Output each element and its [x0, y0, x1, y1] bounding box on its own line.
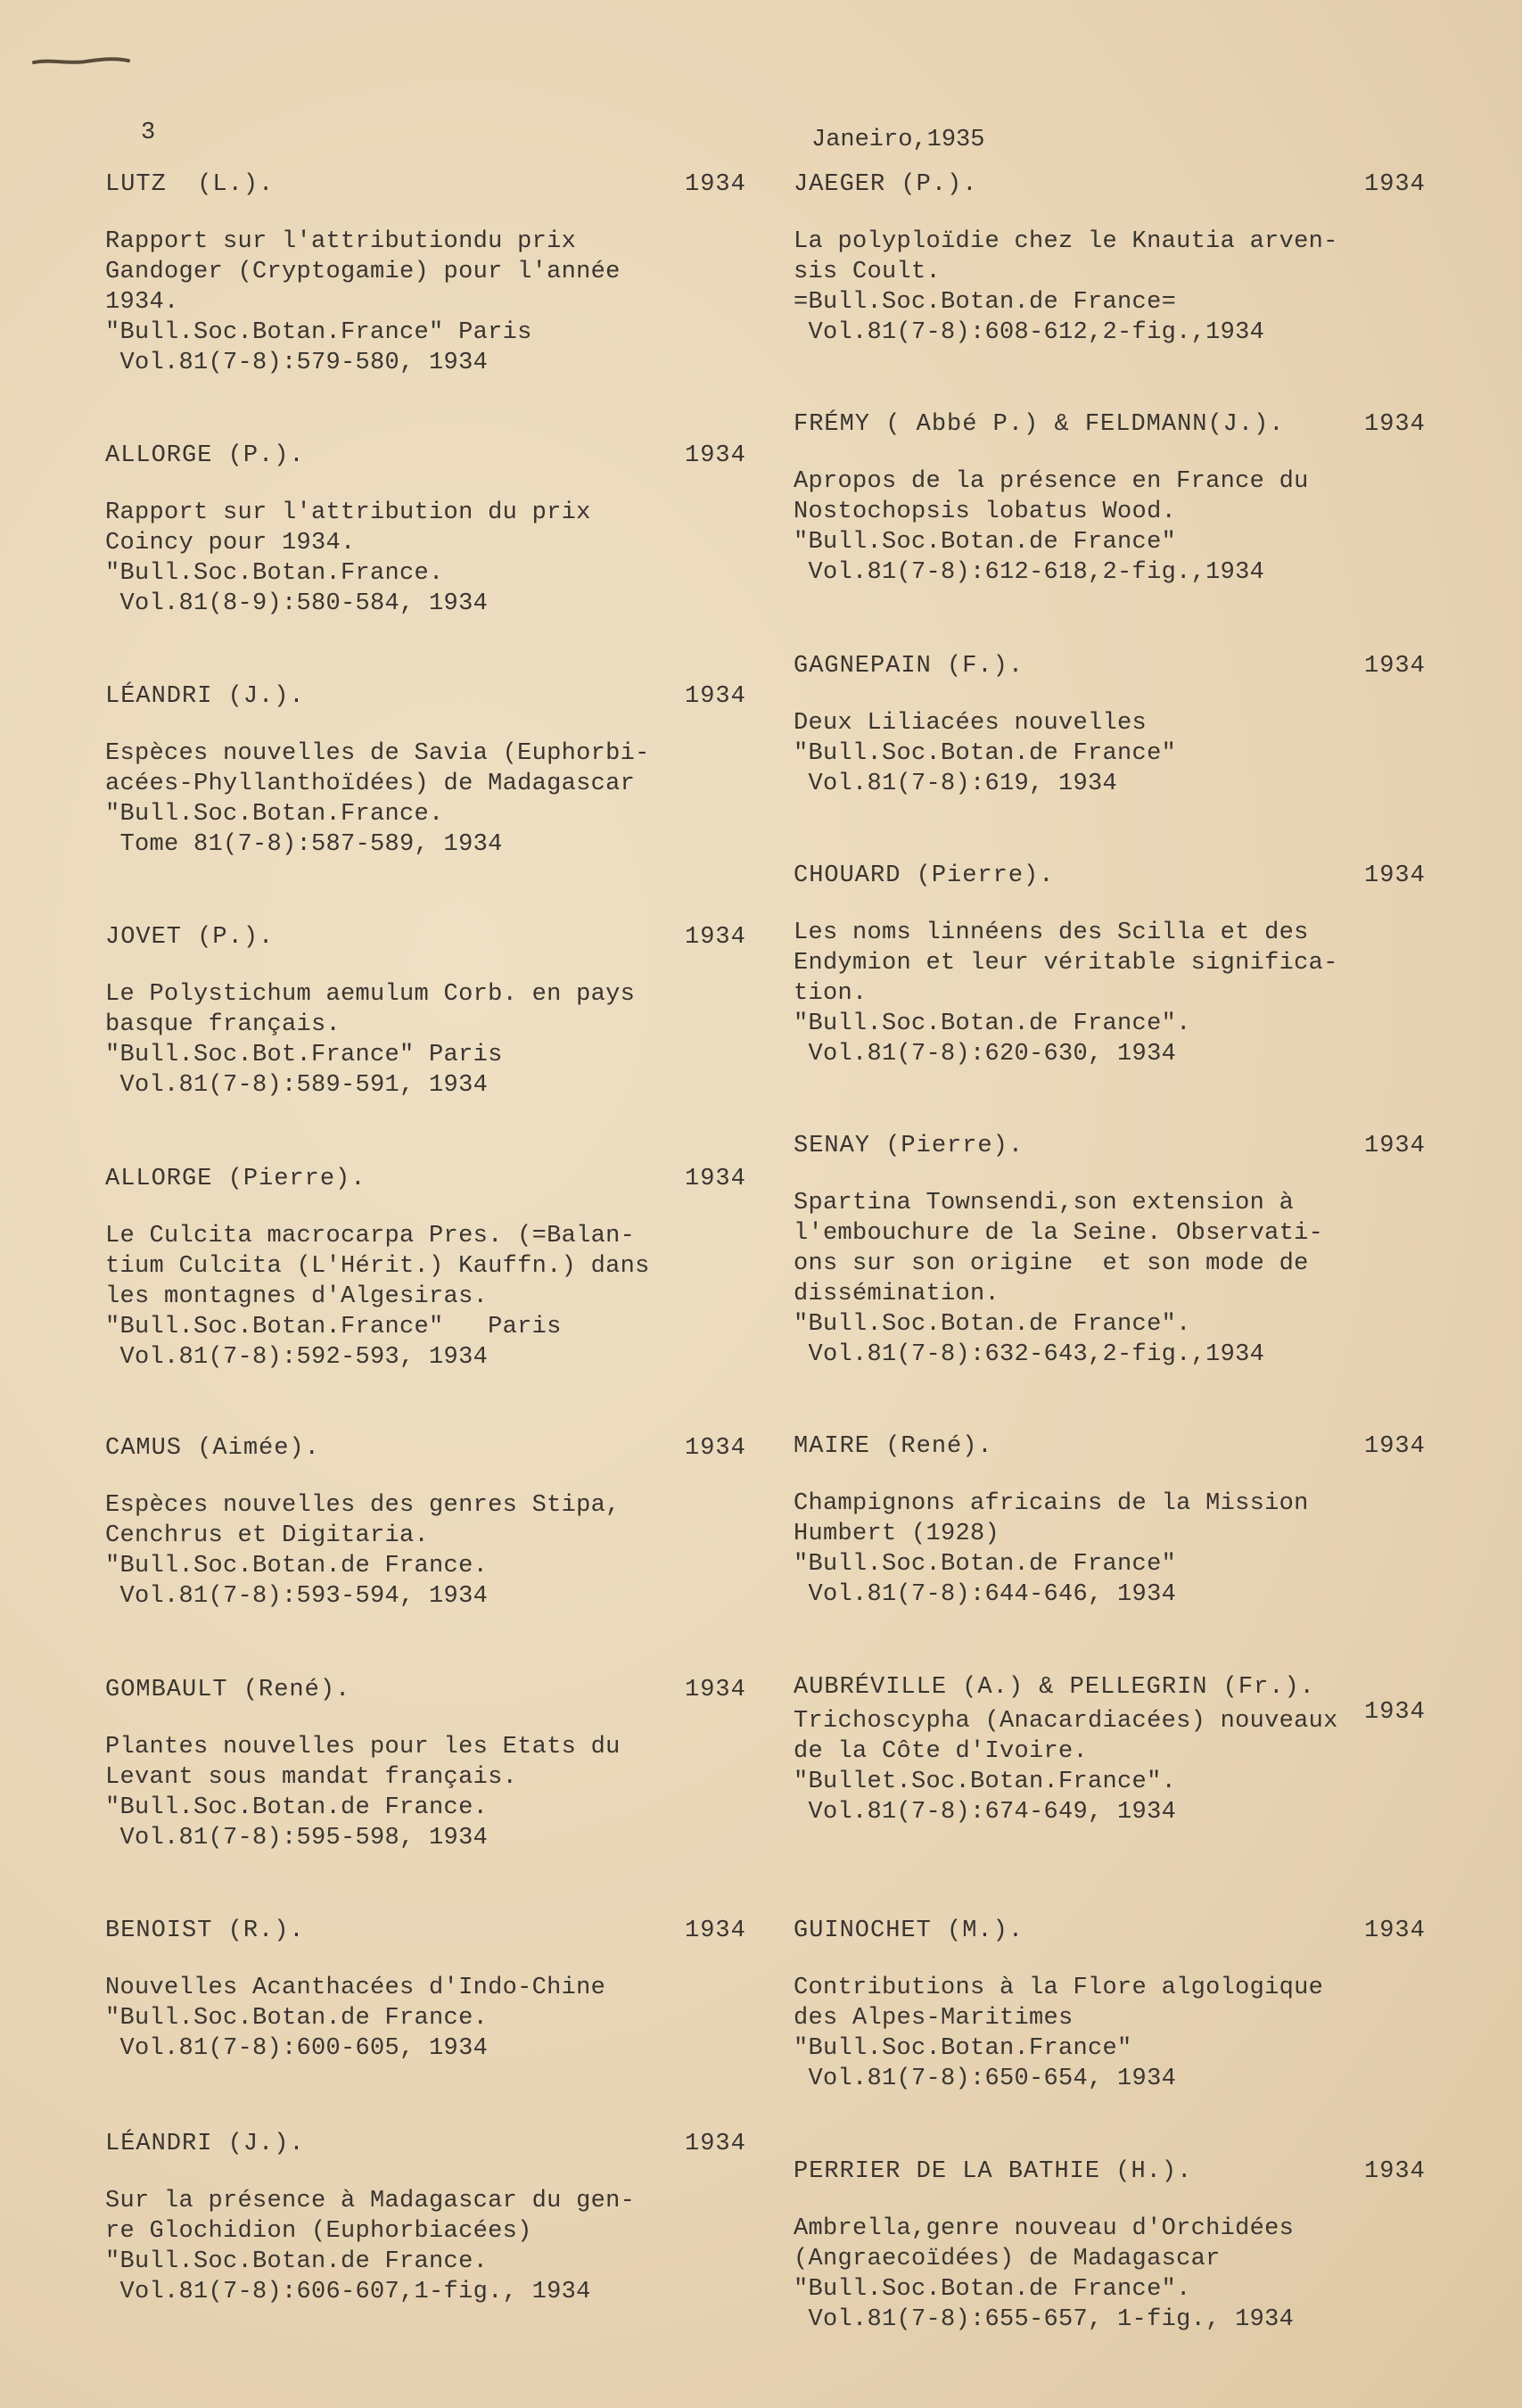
- entry-line: La polyploïdie chez le Knautia arven-: [794, 228, 1338, 255]
- entry-line: des Alpes-Maritimes: [794, 2005, 1074, 2032]
- entry-line: Contributions à la Flore algologique: [794, 1975, 1324, 2001]
- entry-body: [794, 227, 1489, 348]
- entry-line: l'embouchure de la Seine. Observati-: [794, 1220, 1324, 1247]
- entry-header: [105, 1433, 783, 1464]
- entry-line: Champignons africains de la Mission: [794, 1490, 1309, 1517]
- entry-line: basque français.: [105, 1011, 341, 1038]
- entry-line: Humbert (1928): [794, 1521, 1000, 1547]
- entry-body: [105, 2186, 783, 2307]
- entry-body: [794, 918, 1489, 1069]
- bibliography-entry: [105, 1433, 783, 1612]
- entry-year: 1934: [1364, 862, 1426, 889]
- entry-line: Endymion et leur véritable significa-: [794, 950, 1338, 977]
- entry-line: Coincy pour 1934.: [105, 530, 356, 557]
- entry-line: Vol.81(7-8):579-580, 1934: [105, 350, 489, 376]
- entry-line: "Bull.Soc.Botan.France" Paris: [105, 1314, 562, 1340]
- entry-line: Vol.81(7-8):655-657, 1-fig., 1934: [794, 2306, 1295, 2333]
- bibliography-entry: [794, 169, 1489, 348]
- bibliography-entry: [105, 681, 783, 860]
- page-number: 3: [141, 120, 156, 146]
- entry-line: (Angraecoïdées) de Madagascar: [794, 2246, 1221, 2272]
- entry-line: Le Polystichum aemulum Corb. en pays: [105, 981, 636, 1008]
- entry-line: Les noms linnéens des Scilla et des: [794, 919, 1309, 946]
- entry-line: Vol.81(7-8):632-643,2-fig.,1934: [794, 1341, 1265, 1368]
- bibliography-entry: [794, 1131, 1489, 1370]
- entry-line: Nouvelles Acanthacées d'Indo-Chine: [105, 1975, 606, 2001]
- entry-line: re Glochidion (Euphorbiacées): [105, 2218, 532, 2245]
- entry-header: [794, 651, 1489, 681]
- entry-line: Rapport sur l'attribution du prix: [105, 499, 591, 526]
- entry-year: 1934: [685, 2131, 746, 2157]
- entry-line: Spartina Townsendi,son extension à: [794, 1190, 1295, 1216]
- entry-line: Gandoger (Cryptogamie) pour l'année: [105, 259, 621, 285]
- entry-year: 1934: [685, 924, 746, 951]
- entry-line: "Bull.Soc.Botan.de France.: [105, 2248, 489, 2275]
- bibliography-entry: [794, 2156, 1489, 2335]
- entry-line: "Bull.Soc.Botan.de France".: [794, 1010, 1191, 1037]
- entry-line: Vol.81(7-8):674-649, 1934: [794, 1799, 1177, 1826]
- entry-line: Espèces nouvelles des genres Stipa,: [105, 1492, 621, 1519]
- bibliography-entry: [794, 1672, 1489, 1827]
- entry-year: 1934: [1364, 2158, 1426, 2185]
- entry-line: =Bull.Soc.Botan.de France=: [794, 289, 1177, 316]
- entry-header: [794, 1431, 1489, 1462]
- entry-line: Vol.81(7-8):619, 1934: [794, 771, 1118, 797]
- entry-author: ALLORGE (P.).: [105, 442, 305, 469]
- entry-body: [794, 466, 1489, 588]
- entry-body: [794, 1973, 1489, 2094]
- entry-body: [794, 2214, 1489, 2335]
- entry-line: Vol.81(7-8):606-607,1-fig., 1934: [105, 2279, 591, 2305]
- entry-header: [105, 1675, 783, 1705]
- entry-author: GOMBAULT (René).: [105, 1677, 351, 1703]
- entry-author: SENAY (Pierre).: [794, 1133, 1024, 1159]
- entry-line: Espèces nouvelles de Savia (Euphorbi-: [105, 740, 650, 767]
- entry-line: 1934.: [105, 289, 179, 316]
- entry-line: tium Culcita (L'Hérit.) Kauffn.) dans: [105, 1253, 650, 1280]
- bibliography-entry: [794, 1431, 1489, 1610]
- entry-line: Nostochopsis lobatus Wood.: [794, 499, 1177, 525]
- bibliography-entry: [794, 409, 1489, 588]
- bibliography-entry: [794, 861, 1489, 1069]
- entry-line: les montagnes d'Algesiras.: [105, 1283, 489, 1310]
- entry-header: [794, 1131, 1489, 1161]
- entry-line: "Bull.Soc.Botan.de France": [794, 740, 1177, 767]
- entry-line: "Bull.Soc.Botan.de France".: [794, 1311, 1191, 1338]
- entry-line: Vol.81(7-8):595-598, 1934: [105, 1825, 489, 1851]
- entry-header: [794, 2156, 1489, 2187]
- entry-line: Tome 81(7-8):587-589, 1934: [105, 831, 503, 858]
- entry-line: Trichoscypha (Anacardiacées) nouveaux: [794, 1708, 1338, 1735]
- entry-author: MAIRE (René).: [794, 1433, 993, 1460]
- entry-author: CAMUS (Aimée).: [105, 1435, 320, 1462]
- entry-line: "Bull.Soc.Botan.France" Paris: [105, 319, 532, 346]
- bibliography-entry: [794, 1916, 1489, 2094]
- entry-author: GAGNEPAIN (F.).: [794, 653, 1024, 680]
- entry-line: Le Culcita macrocarpa Pres. (=Balan-: [105, 1223, 636, 1249]
- bibliography-entry: [105, 169, 783, 378]
- entry-line: Vol.81(7-8):612-618,2-fig.,1934: [794, 559, 1265, 586]
- entry-header: [794, 409, 1489, 440]
- entry-author: GUINOCHET (M.).: [794, 1917, 1024, 1944]
- entry-line: tion.: [794, 980, 868, 1007]
- entry-year: 1934: [685, 1917, 746, 1944]
- entry-header: [794, 1916, 1489, 1946]
- entry-line: Levant sous mandat français.: [105, 1764, 518, 1791]
- entry-line: acées-Phyllanthoïdées) de Madagascar: [105, 771, 636, 797]
- entry-year: 1934: [685, 683, 746, 710]
- entry-year: 1934: [685, 1677, 746, 1703]
- entry-line: Vol.81(7-8):650-654, 1934: [794, 2066, 1177, 2092]
- entry-year: 1934: [1364, 411, 1426, 438]
- header-date: Janeiro,1935: [811, 127, 985, 153]
- bibliography-entry: [105, 2129, 783, 2307]
- entry-body: [105, 1490, 783, 1612]
- entry-author: ALLORGE (Pierre).: [105, 1166, 366, 1192]
- entry-year: 1934: [685, 1435, 746, 1462]
- entry-header: [105, 169, 783, 200]
- entry-header: [794, 169, 1489, 200]
- entry-author: BENOIST (R.).: [105, 1917, 305, 1944]
- entry-body: [794, 708, 1489, 799]
- entry-line: "Bull.Soc.Bot.France" Paris: [105, 1042, 503, 1068]
- entry-line: Vol.81(7-8):589-591, 1934: [105, 1072, 489, 1099]
- entry-year: 1934: [1364, 653, 1426, 680]
- entry-author: JAEGER (P.).: [794, 171, 978, 198]
- bibliography-entry: [105, 441, 783, 619]
- entry-year: 1934: [1364, 1699, 1426, 1726]
- entry-line: Deux Liliacées nouvelles: [794, 710, 1148, 737]
- entry-line: dissémination.: [794, 1281, 1000, 1307]
- entry-line: de la Côte d'Ivoire.: [794, 1738, 1089, 1765]
- entry-header: [105, 1916, 783, 1946]
- entry-body: [105, 498, 783, 619]
- entry-year: 1934: [685, 442, 746, 469]
- entry-author: CHOUARD (Pierre).: [794, 862, 1055, 889]
- bibliography-entry: [794, 651, 1489, 799]
- entry-line: "Bull.Soc.Botan.de France".: [794, 2276, 1191, 2303]
- entry-header: [105, 2129, 783, 2159]
- entry-line: "Bull.Soc.Botan.de France.: [105, 2005, 489, 2032]
- entry-author: LUTZ (L.).: [105, 171, 275, 198]
- entry-author: LÉANDRI (J.).: [105, 2131, 305, 2157]
- entry-author: AUBRÉVILLE (A.) & PELLEGRIN (Fr.).: [794, 1674, 1315, 1701]
- entry-line: Cenchrus et Digitaria.: [105, 1522, 430, 1549]
- entry-year: 1934: [1364, 1917, 1426, 1944]
- entry-body: [105, 979, 783, 1101]
- entry-line: "Bull.Soc.Botan.de France.: [105, 1794, 489, 1821]
- entry-body: [105, 1221, 783, 1373]
- entry-line: "Bull.Soc.Botan.France": [794, 2035, 1132, 2062]
- entry-line: "Bull.Soc.Botan.France.: [105, 801, 444, 828]
- entry-header: [105, 441, 783, 471]
- entry-year: 1934: [1364, 1133, 1426, 1159]
- entry-line: Vol.81(7-8):593-594, 1934: [105, 1583, 489, 1610]
- ink-mark-decoration: [32, 55, 130, 68]
- entry-body: [105, 738, 783, 860]
- entry-line: Vol.81(7-8):620-630, 1934: [794, 1041, 1177, 1068]
- entry-year: 1934: [1364, 1433, 1426, 1460]
- entry-line: Plantes nouvelles pour les Etats du: [105, 1734, 621, 1761]
- entry-line: ons sur son origine et son mode de: [794, 1250, 1309, 1277]
- entry-body: [105, 227, 783, 378]
- entry-line: Ambrella,genre nouveau d'Orchidées: [794, 2215, 1295, 2242]
- bibliography-entry: [105, 1916, 783, 2064]
- entry-body: [105, 1732, 783, 1853]
- entry-header: [105, 922, 783, 952]
- entry-line: "Bull.Soc.Botan.de France": [794, 529, 1177, 556]
- entry-line: Rapport sur l'attributiondu prix: [105, 228, 577, 255]
- bibliography-entry: [105, 1675, 783, 1853]
- entry-body: [105, 1973, 783, 2064]
- entry-line: Apropos de la présence en France du: [794, 468, 1309, 495]
- entry-line: Sur la présence à Madagascar du gen-: [105, 2188, 636, 2214]
- entry-author: PERRIER DE LA BATHIE (H.).: [794, 2158, 1193, 2185]
- bibliography-entry: [105, 922, 783, 1101]
- entry-line: Vol.81(7-8):608-612,2-fig.,1934: [794, 319, 1265, 346]
- entry-author: JOVET (P.).: [105, 924, 275, 951]
- entry-line: "Bull.Soc.Botan.de France": [794, 1551, 1177, 1578]
- entry-year: 1934: [1364, 171, 1426, 198]
- entry-header: [105, 681, 783, 712]
- entry-year: 1934: [685, 171, 746, 198]
- bibliography-entry: [105, 1164, 783, 1373]
- entry-author: FRÉMY ( Abbé P.) & FELDMANN(J.).: [794, 411, 1285, 438]
- entry-year: 1934: [685, 1166, 746, 1192]
- entry-line: "Bullet.Soc.Botan.France".: [794, 1769, 1177, 1795]
- entry-line: Vol.81(7-8):600-605, 1934: [105, 2035, 489, 2062]
- entry-header: [105, 1164, 783, 1194]
- entry-author: LÉANDRI (J.).: [105, 683, 305, 710]
- entry-line: Vol.81(7-8):644-646, 1934: [794, 1581, 1177, 1608]
- entry-line: sis Coult.: [794, 259, 942, 285]
- entry-line: "Bull.Soc.Botan.France.: [105, 560, 444, 587]
- entry-line: "Bull.Soc.Botan.de France.: [105, 1553, 489, 1579]
- entry-header: [794, 861, 1489, 891]
- entry-body: [794, 1188, 1489, 1370]
- entry-body: [794, 1489, 1489, 1610]
- entry-line: Vol.81(8-9):580-584, 1934: [105, 590, 489, 617]
- entry-line: Vol.81(7-8):592-593, 1934: [105, 1344, 489, 1371]
